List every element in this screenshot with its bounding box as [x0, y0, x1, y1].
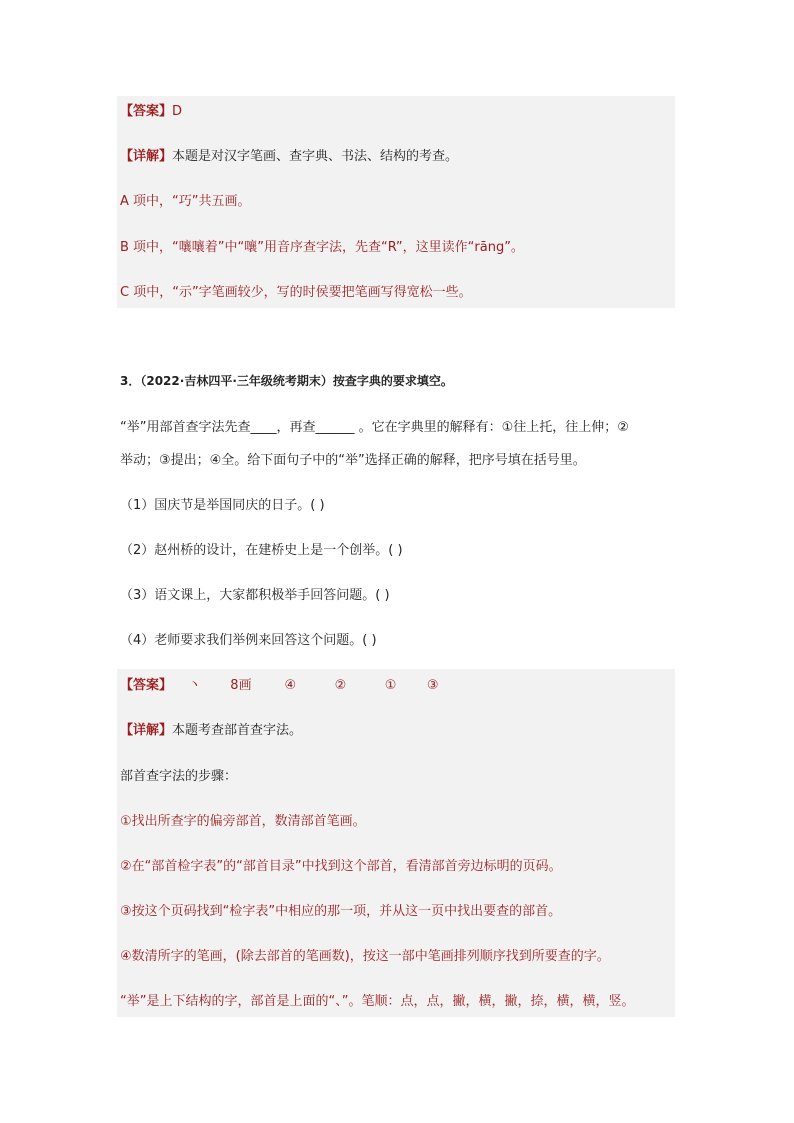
answer-item-3: ① [384, 678, 397, 693]
detail-line-q3 [120, 721, 302, 741]
answer-blank-1: 丶 [188, 678, 202, 693]
answer-item-1: ④ [284, 678, 297, 693]
detail-label: 【详解】 [120, 149, 173, 164]
step-3: ③按这个页码找到“检字表”中相应的那一项，并从这一页中找出要查的部首。 [120, 904, 562, 919]
question-stem-line-2: 举动；③提出；④全。给下面句子中的“举”选择正确的解释，把序号填在括号里。 [120, 453, 586, 468]
question-stem-line-1: “举”用部首查字法先查____，再查______ 。它在字典里的解释有：①往上托，往上伸；② [120, 420, 629, 435]
answer-item-2: ② [334, 678, 347, 693]
question-item-3: （3）语文课上，大家都积极举手回答问题。( ) [120, 588, 390, 603]
question-item-2: （2）赵州桥的设计，在建桥史上是一个创举。( ) [120, 543, 403, 558]
answer-item-4: ③ [426, 678, 439, 693]
answer-line-q2 [120, 102, 182, 122]
step-4: ④数清所字的笔画，(除去部首的笔画数)，按这一部中笔画排列顺序找到所要查的字。 [120, 949, 610, 964]
step-1: ①找出所查字的偏旁部首，数清部首笔画。 [120, 814, 366, 829]
steps-title: 部首查字法的步骤： [120, 769, 238, 784]
answer-label: 【答案】 [120, 104, 173, 119]
question-3-header [120, 371, 453, 391]
detail-label: 【详解】 [120, 723, 173, 738]
structure-note: “举”是上下结构的字，部首是上面的“、”。笔顺：点，点，撇，横，撇，捺，横，横，竖。 [120, 994, 635, 1009]
question-source: （2022·吉林四平·三年级统考期末） [140, 374, 333, 388]
detail-text: 本题考查部首查字法。 [172, 723, 303, 738]
question-item-1: （1）国庆节是举国同庆的日子。( ) [120, 498, 325, 513]
answer-line-q3 [120, 676, 439, 696]
option-c-explanation: C 项中，“示”字笔画较少，写的时侯要把笔画写得宽松一些。 [120, 285, 472, 300]
option-a-explanation: A 项中，“巧”共五画。 [120, 194, 251, 209]
question-prompt: 按查字典的要求填空。 [332, 374, 453, 388]
option-b-explanation: B 项中，“嚷嚷着”中“嚷”用音序查字法，先查“R”，这里读作“rāng”。 [120, 240, 524, 255]
detail-text: 本题是对汉字笔画、查字典、书法、结构的考查。 [172, 149, 459, 164]
answer-value: D [172, 104, 183, 119]
answer-blank-2: 8画 [230, 678, 252, 693]
answer-label: 【答案】 [120, 678, 173, 693]
detail-line-q2 [120, 147, 458, 167]
question-item-4: （4）老师要求我们举例来回答这个问题。( ) [120, 633, 377, 648]
step-2: ②在“部首检字表”的“部首目录”中找到这个部首，看清部首旁边标明的页码。 [120, 859, 562, 874]
question-number: 3． [120, 374, 141, 388]
